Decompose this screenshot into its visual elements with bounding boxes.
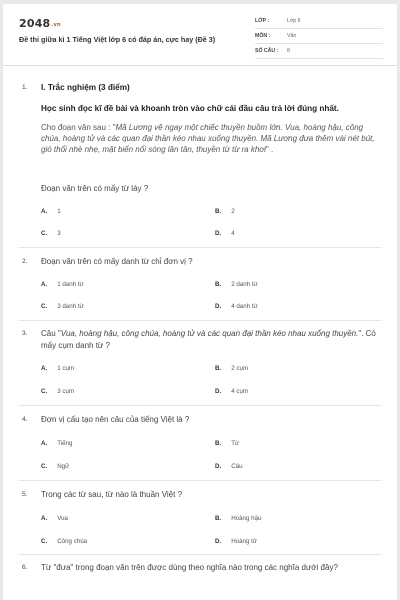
divider bbox=[19, 554, 381, 555]
option-text: 3 bbox=[57, 230, 61, 237]
page-title: Đề thi giữa kì 1 Tiếng Việt lớp 6 có đáp án, cực hay (Đề 3) bbox=[19, 35, 216, 44]
option-text: Tiếng bbox=[57, 440, 73, 447]
option-letter: B. bbox=[215, 515, 222, 522]
meta-label: SỐ CÂU : bbox=[255, 48, 279, 54]
option-letter: C. bbox=[41, 538, 48, 545]
passage-end: " . bbox=[265, 144, 274, 154]
option-a[interactable] bbox=[41, 440, 72, 447]
option-text: 2 cụm bbox=[231, 365, 249, 372]
option-text: 3 cụm bbox=[57, 388, 75, 395]
option-d[interactable] bbox=[215, 303, 258, 310]
question-number: 6. bbox=[22, 564, 28, 571]
question-text: Từ "đưa" trong đoạn văn trên được dùng theo nghĩa nào trong các nghĩa dưới đây? bbox=[41, 563, 338, 572]
divider bbox=[19, 480, 381, 481]
question-suffix: ". Có mấy cụm danh từ ? bbox=[41, 329, 376, 350]
question-prefix: Câu " bbox=[41, 329, 61, 338]
option-letter: A. bbox=[41, 365, 48, 372]
option-c[interactable] bbox=[41, 538, 87, 545]
option-text: Câu bbox=[231, 463, 243, 470]
option-a[interactable] bbox=[41, 365, 74, 372]
option-letter: D. bbox=[215, 538, 222, 545]
logo-text: 2048 bbox=[19, 17, 51, 30]
meta-label: LỚP : bbox=[255, 18, 270, 24]
option-text: 2 danh từ bbox=[231, 281, 258, 288]
option-d[interactable] bbox=[215, 463, 243, 470]
option-letter: B. bbox=[215, 208, 222, 215]
meta-value: 8 bbox=[287, 48, 290, 54]
option-text: 4 danh từ bbox=[231, 303, 258, 310]
site-logo[interactable] bbox=[19, 17, 61, 30]
option-letter: D. bbox=[215, 463, 222, 470]
option-letter: A. bbox=[41, 515, 48, 522]
option-b[interactable] bbox=[215, 281, 258, 288]
page-header bbox=[3, 4, 397, 66]
option-a[interactable] bbox=[41, 208, 61, 215]
option-letter: A. bbox=[41, 440, 48, 447]
option-text: Công chúa bbox=[57, 538, 88, 545]
meta-value: Văn bbox=[287, 33, 297, 39]
option-c[interactable] bbox=[41, 388, 74, 395]
option-a[interactable] bbox=[41, 281, 84, 288]
section-title: I. Trắc nghiệm (3 điểm) bbox=[41, 83, 130, 92]
meta-question-count bbox=[255, 45, 383, 59]
instruction-text: Học sinh đọc kĩ đề bài và khoanh tròn vào chữ cái đầu câu trả lời đúng nhất. bbox=[41, 104, 339, 113]
reading-passage bbox=[41, 123, 381, 155]
option-b[interactable] bbox=[215, 440, 239, 447]
option-b[interactable] bbox=[215, 515, 261, 522]
option-text: 3 danh từ bbox=[57, 303, 84, 310]
question-number: 5. bbox=[22, 491, 28, 498]
option-d[interactable] bbox=[215, 230, 235, 237]
question-text: Đơn vị cấu tạo nên câu của tiếng Việt là ? bbox=[41, 415, 190, 424]
divider bbox=[19, 320, 381, 321]
option-d[interactable] bbox=[215, 388, 248, 395]
option-b[interactable] bbox=[215, 208, 235, 215]
option-letter: C. bbox=[41, 303, 48, 310]
option-text: Từ bbox=[231, 440, 240, 447]
option-c[interactable] bbox=[41, 230, 61, 237]
question-number: 1. bbox=[22, 84, 28, 91]
option-b[interactable] bbox=[215, 365, 248, 372]
option-letter: C. bbox=[41, 463, 48, 470]
meta-subject bbox=[255, 30, 383, 44]
question-text: Đoạn văn trên có mấy từ láy ? bbox=[41, 184, 149, 193]
meta-value: Lớp 6 bbox=[287, 18, 301, 24]
option-letter: C. bbox=[41, 388, 48, 395]
passage-intro: Cho đoạn văn sau : " bbox=[41, 123, 116, 132]
question-text: Đoạn văn trên có mấy danh từ chỉ đơn vị ? bbox=[41, 257, 193, 266]
option-text: Ngữ bbox=[57, 463, 70, 470]
option-letter: D. bbox=[215, 388, 222, 395]
option-letter: B. bbox=[215, 440, 222, 447]
passage-body: Mã Lương vẽ ngay một chiếc thuyền buồm lớn. Vua, hoàng hậu, công chúa, hoàng tử và các quan đại thần kéo nhau xuống thuyền. Mã Lương đưa thêm vài nét bút, gió thổi nhè nhẹ, mặt biển nổi sóng lăn tăn, thuyền từ từ ra khơi bbox=[41, 123, 375, 154]
exam-sheet bbox=[3, 4, 397, 600]
meta-label: MÔN : bbox=[255, 33, 271, 39]
option-letter: B. bbox=[215, 365, 222, 372]
option-text: 1 cụm bbox=[57, 365, 75, 372]
question-text: Trong các từ sau, từ nào là thuần Việt ? bbox=[41, 490, 183, 499]
option-c[interactable] bbox=[41, 303, 84, 310]
divider bbox=[19, 405, 381, 406]
option-text: Hoàng hậu bbox=[231, 515, 262, 522]
option-letter: A. bbox=[41, 281, 48, 288]
meta-grade bbox=[255, 15, 383, 29]
option-letter: D. bbox=[215, 303, 222, 310]
question-number: 2. bbox=[22, 258, 28, 265]
option-text: 1 danh từ bbox=[57, 281, 84, 288]
option-text: Vua bbox=[57, 515, 68, 522]
option-letter: B. bbox=[215, 281, 222, 288]
option-letter: C. bbox=[41, 230, 48, 237]
option-d[interactable] bbox=[215, 538, 257, 545]
question-text bbox=[41, 328, 381, 351]
quoted-sentence: Vua, hoàng hậu, công chúa, hoàng tử và các quan đại thần kéo nhau xuống thuyền. bbox=[60, 329, 359, 338]
question-number: 3. bbox=[22, 330, 28, 337]
option-text: 4 bbox=[231, 230, 235, 237]
logo-suffix: .vn bbox=[51, 22, 61, 28]
option-c[interactable] bbox=[41, 463, 69, 470]
option-letter: D. bbox=[215, 230, 222, 237]
option-text: Hoàng tử bbox=[231, 538, 258, 545]
divider bbox=[19, 247, 381, 248]
option-letter: A. bbox=[41, 208, 48, 215]
option-text: 2 bbox=[231, 208, 235, 215]
option-text: 1 bbox=[57, 208, 61, 215]
option-text: 4 cụm bbox=[231, 388, 249, 395]
question-number: 4. bbox=[22, 416, 28, 423]
option-a[interactable] bbox=[41, 515, 68, 522]
